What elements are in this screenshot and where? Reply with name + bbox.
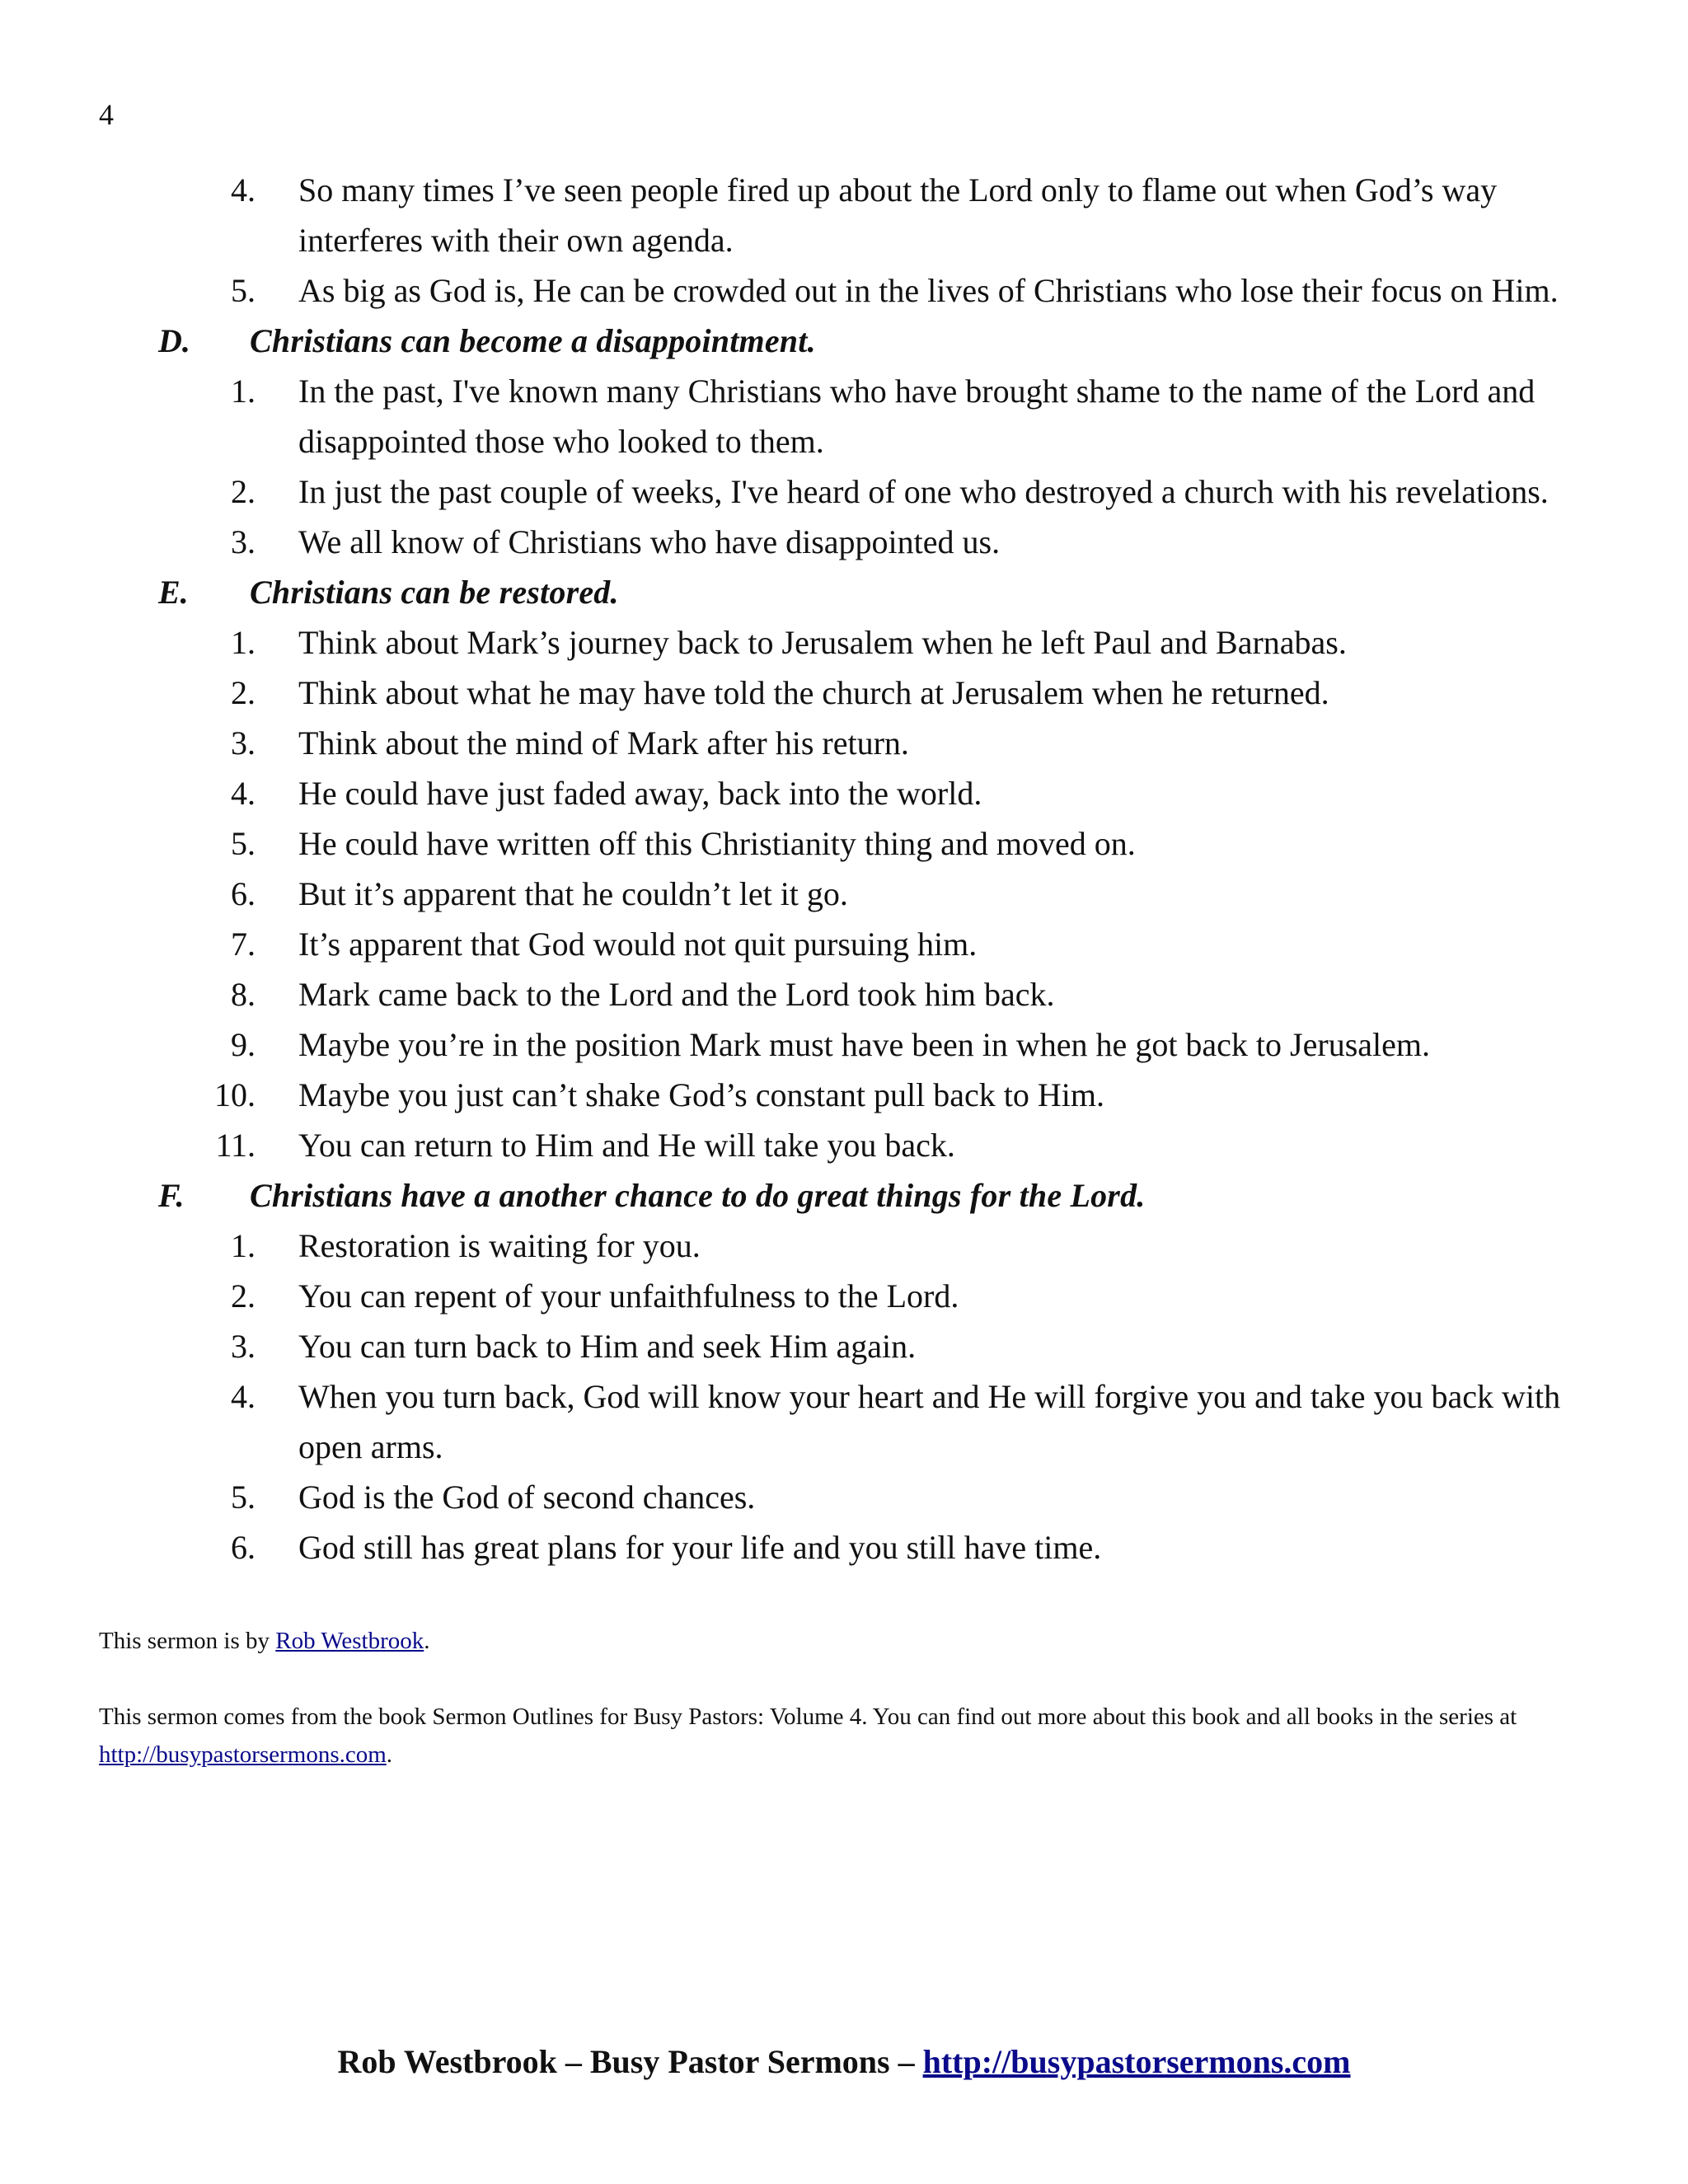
item-text: God still has great plans for your life and you still have time. [298,1529,1102,1566]
list-item [0,366,1688,466]
item-number: 1. [231,1227,256,1264]
list-item [0,969,1688,1019]
item-text: You can return to Him and He will take you back. [298,1127,955,1164]
list-item [0,1120,1688,1170]
sermon-notes [99,1622,1599,1811]
item-number: 1. [231,624,256,661]
item-text: Think about the mind of Mark after his return. [298,724,909,762]
item-number: 4. [231,171,256,209]
item-number: 10. [214,1076,256,1113]
continued-items [0,165,1688,316]
item-text: He could have written off this Christianity thing and moved on. [298,825,1136,862]
list-item [0,466,1688,517]
book-note [99,1698,1599,1774]
book-text: This sermon comes from the book Sermon Outlines for Busy Pastors: Volume 4. You can find out more about this book and all books in the series at [99,1704,1517,1730]
item-number: 5. [231,1479,256,1516]
list-item [0,165,1688,265]
list-item [0,768,1688,818]
outline-sections [0,316,1688,1572]
item-text: Think about what he may have told the church at Jerusalem when he returned. [298,674,1329,711]
footer-link[interactable]: http://busypastorsermons.com [922,2043,1351,2080]
item-number: 5. [231,825,256,862]
item-text: In the past, I've known many Christians who have brought shame to the name of the Lord and disappointed those who looked to them. [298,373,1536,460]
item-number: 2. [231,1277,256,1315]
item-number: 2. [231,473,256,510]
book-suffix: . [386,1741,393,1768]
list-item [0,1522,1688,1572]
list-item [0,1221,1688,1271]
item-text: Maybe you’re in the position Mark must have been in when he got back to Jerusalem. [298,1026,1430,1063]
list-item [0,1321,1688,1371]
list-item [0,1371,1688,1472]
section-heading [0,316,1688,366]
book-link[interactable]: http://busypastorsermons.com [99,1741,387,1768]
item-text: As big as God is, He can be crowded out in the lives of Christians who lose their focus on Him. [298,272,1559,309]
item-number: 2. [231,674,256,711]
author-suffix: . [424,1628,430,1654]
item-number: 3. [231,523,256,560]
list-item [0,1271,1688,1321]
item-text: You can turn back to Him and seek Him again. [298,1328,917,1365]
item-number: 11. [215,1127,256,1164]
section-heading [0,567,1688,617]
section-letter: D. [158,322,190,359]
footer-text: Rob Westbrook – Busy Pastor Sermons – [337,2043,923,2080]
list-item [0,718,1688,768]
section-heading [0,1170,1688,1221]
item-text: But it’s apparent that he couldn’t let it go. [298,875,848,912]
list-item [0,617,1688,668]
item-number: 7. [231,926,256,963]
item-number: 6. [231,875,256,912]
list-item [0,869,1688,919]
item-text: It’s apparent that God would not quit pursuing him. [298,926,978,963]
item-text: We all know of Christians who have disappointed us. [298,523,1001,560]
item-text: God is the God of second chances. [298,1479,756,1516]
item-number: 5. [231,272,256,309]
item-text: He could have just faded away, back into the world. [298,775,982,812]
item-text: In just the past couple of weeks, I've heard of one who destroyed a church with his revelations. [298,473,1549,510]
item-text: Restoration is waiting for you. [298,1227,701,1264]
list-item [0,517,1688,567]
page-number: 4 [99,98,114,131]
list-item [0,818,1688,869]
item-text: Maybe you just can’t shake God’s constant pull back to Him. [298,1076,1104,1113]
page-footer [0,2042,1688,2081]
item-number: 3. [231,1328,256,1365]
item-text: Mark came back to the Lord and the Lord took him back. [298,976,1055,1013]
list-item [0,265,1688,316]
item-text: You can repent of your unfaithfulness to the Lord. [298,1277,959,1315]
item-number: 9. [231,1026,256,1063]
item-number: 6. [231,1529,256,1566]
section-title: Christians have a another chance to do great things for the Lord. [250,1177,1146,1214]
author-note [99,1622,1599,1660]
item-number: 4. [231,1378,256,1415]
section-title: Christians can be restored. [250,574,619,611]
author-link[interactable]: Rob Westbrook [275,1628,424,1654]
item-number: 1. [231,373,256,410]
item-number: 8. [231,976,256,1013]
list-item [0,1019,1688,1070]
list-item [0,668,1688,718]
item-number: 4. [231,775,256,812]
section-letter: F. [158,1177,185,1214]
item-text: So many times I’ve seen people fired up about the Lord only to flame out when God’s way interferes with their own agenda. [298,171,1498,259]
item-text: Think about Mark’s journey back to Jerusalem when he left Paul and Barnabas. [298,624,1347,661]
list-item [0,919,1688,969]
author-prefix: This sermon is by [99,1628,276,1654]
item-number: 3. [231,724,256,762]
sermon-outline [0,165,1688,1572]
section-letter: E. [158,574,189,611]
section-title: Christians can become a disappointment. [250,322,816,359]
list-item [0,1070,1688,1120]
item-text: When you turn back, God will know your heart and He will forgive you and take you back with open arms. [298,1378,1561,1465]
list-item [0,1472,1688,1522]
